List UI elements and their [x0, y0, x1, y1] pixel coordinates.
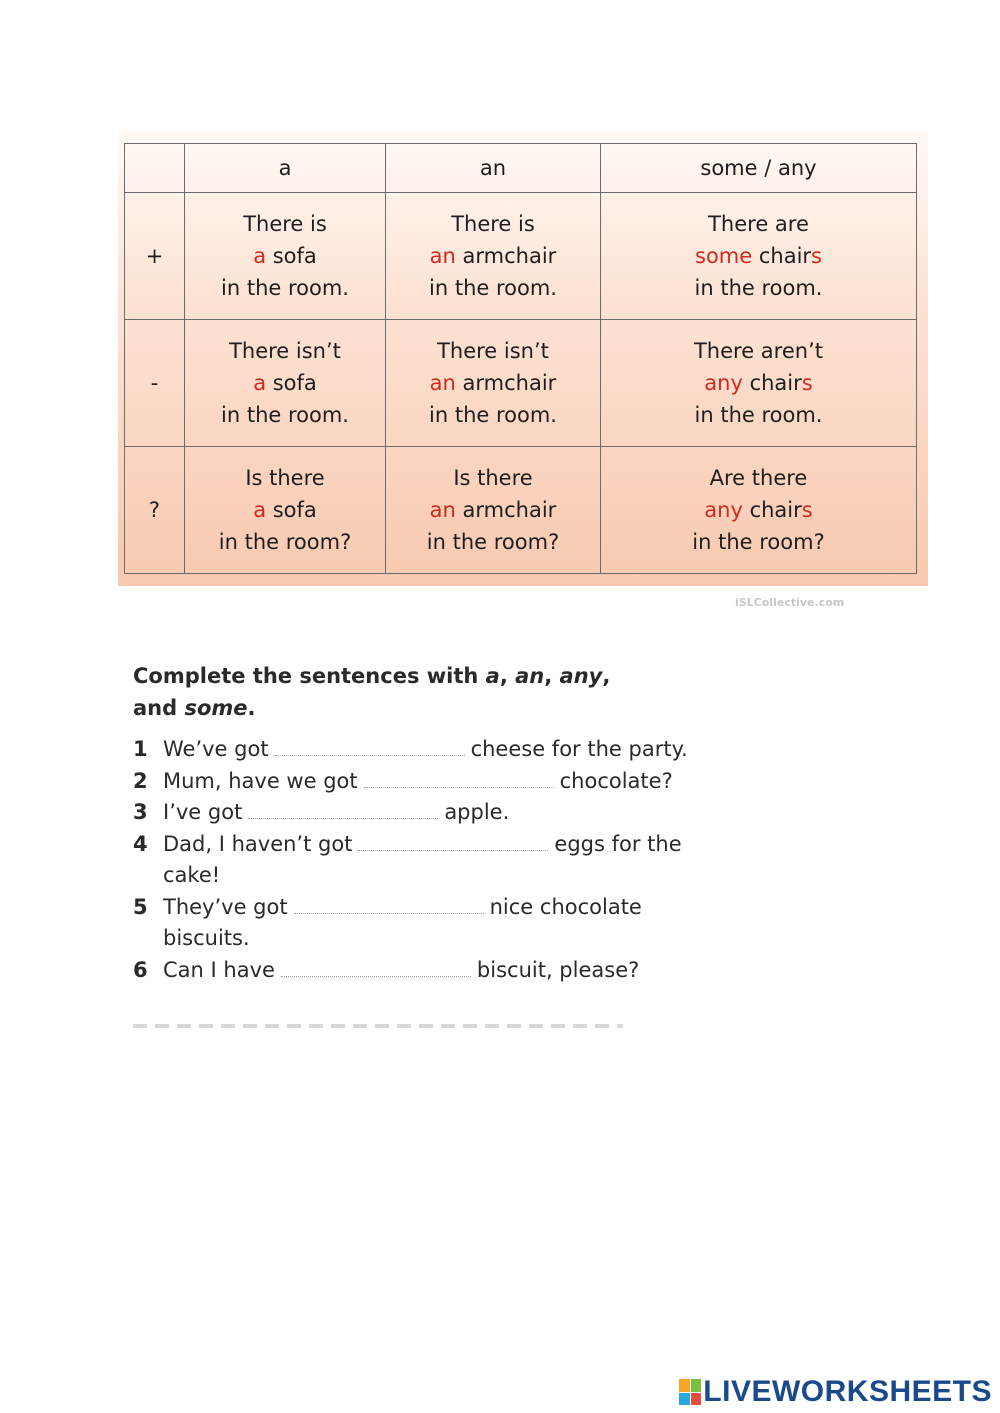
cell-noun: chair: [742, 371, 802, 395]
item-text-before: Dad, I haven’t got: [163, 831, 353, 856]
table-row-positive: [125, 193, 917, 320]
row-sign: -: [125, 320, 185, 447]
item-text-after: biscuit, please?: [476, 957, 640, 982]
cell-line: [605, 240, 912, 272]
highlight-article: an: [429, 498, 456, 522]
cell-line: [390, 240, 596, 272]
item-number: 4: [133, 831, 148, 856]
table-cell: [601, 447, 917, 574]
highlight-article: a: [253, 371, 267, 395]
item-number: 2: [133, 768, 148, 793]
highlight-article: some: [695, 244, 753, 268]
exercise: [133, 660, 733, 986]
highlight-suffix: s: [811, 244, 822, 268]
item-text-after: apple.: [444, 800, 510, 824]
cell-line: [605, 494, 912, 526]
table-cell: [386, 193, 601, 320]
cell-line: [189, 240, 381, 272]
answer-blank[interactable]: [358, 830, 548, 851]
row-sign: ?: [125, 447, 185, 574]
cell-noun: armchair: [455, 371, 557, 395]
highlight-article: an: [429, 244, 456, 268]
cell-line: in the room.: [221, 403, 349, 427]
table-cell: [386, 320, 601, 447]
exercise-item: [133, 734, 733, 766]
brand-name: LIVEWORKSHEETS: [703, 1375, 992, 1408]
answer-blank[interactable]: [281, 956, 471, 977]
cell-line: in the room.: [429, 403, 557, 427]
grammar-table: [124, 143, 917, 574]
item-text-before: Mum, have we got: [163, 768, 358, 793]
exercise-item: [133, 829, 733, 892]
cell-line: in the room.: [429, 276, 557, 300]
cell-line: in the room.: [694, 276, 823, 300]
cell-noun: sofa: [266, 244, 317, 268]
item-text-after: cheese for the party.: [470, 737, 688, 761]
item-text-before: They’ve got: [163, 894, 288, 919]
liveworksheets-logo-icon: [679, 1379, 701, 1405]
item-text-after: eggs for the cake!: [163, 831, 682, 887]
cell-line: There aren’t: [693, 339, 823, 363]
cut-off-text-line: [133, 1024, 623, 1028]
cell-line: There isn’t: [229, 339, 341, 363]
answer-blank[interactable]: [364, 767, 554, 788]
highlight-article: an: [429, 371, 456, 395]
header-cell-empty: [125, 144, 185, 193]
highlight-suffix: s: [801, 498, 813, 522]
cell-line: There isn’t: [437, 339, 549, 363]
cell-line: There is: [451, 212, 535, 236]
exercise-item: [133, 766, 733, 798]
table-cell: [185, 193, 386, 320]
table-cell: [601, 193, 917, 320]
cell-noun: armchair: [455, 244, 557, 268]
highlight-article: any: [704, 498, 743, 522]
exercise-title: Complete the sentences with a, an, any, and some.: [133, 664, 611, 720]
exercise-item: [133, 955, 733, 987]
item-number: 1: [133, 737, 148, 761]
answer-blank[interactable]: [275, 735, 465, 756]
item-text-after: nice chocolate biscuits.: [163, 894, 642, 950]
cell-line: There are: [708, 212, 809, 236]
cell-line: [605, 367, 912, 399]
answer-blank[interactable]: [294, 893, 484, 914]
cell-line: [189, 367, 381, 399]
answer-blank[interactable]: [248, 798, 438, 819]
item-text-before: Can I have: [163, 957, 275, 982]
cell-line: in the room?: [692, 530, 825, 554]
grammar-table-panel: [118, 130, 928, 586]
islcollective-watermark: iSLCollective.com: [735, 596, 845, 609]
table-cell: [386, 447, 601, 574]
cell-line: [390, 367, 596, 399]
liveworksheets-brand: [679, 1375, 992, 1409]
table-row-negative: [125, 320, 917, 447]
row-sign: +: [125, 193, 185, 320]
cell-line: in the room?: [218, 530, 352, 554]
cell-line: [390, 494, 596, 526]
header-cell-a: a: [185, 144, 386, 193]
cell-noun: chair: [742, 498, 802, 522]
table-cell: [601, 320, 917, 447]
cell-line: in the room.: [694, 403, 823, 427]
cell-noun: sofa: [266, 498, 317, 522]
cell-line: in the room?: [426, 530, 560, 554]
cell-line: in the room.: [221, 276, 349, 300]
highlight-article: a: [253, 244, 267, 268]
cell-line: There is: [243, 212, 327, 236]
cell-noun: chair: [752, 244, 812, 268]
header-cell-an: an: [386, 144, 601, 193]
table-header-row: [125, 144, 917, 193]
exercise-item: [133, 892, 733, 955]
cell-line: Are there: [709, 466, 808, 490]
cell-line: [189, 494, 381, 526]
exercise-item: [133, 797, 733, 829]
highlight-suffix: s: [801, 371, 813, 395]
item-number: 3: [133, 800, 148, 824]
cell-line: Is there: [453, 466, 533, 490]
item-text-after: chocolate?: [559, 768, 673, 793]
item-number: 5: [133, 894, 148, 919]
item-number: 6: [133, 957, 148, 982]
item-text-before: We’ve got: [163, 737, 269, 761]
highlight-article: a: [253, 498, 267, 522]
table-cell: [185, 447, 386, 574]
item-text-before: I’ve got: [163, 800, 243, 824]
table-cell: [185, 320, 386, 447]
cell-noun: armchair: [455, 498, 557, 522]
highlight-article: any: [704, 371, 743, 395]
cell-noun: sofa: [266, 371, 317, 395]
header-cell-some-any: some / any: [601, 144, 917, 193]
cell-line: Is there: [245, 466, 325, 490]
table-row-question: [125, 447, 917, 574]
